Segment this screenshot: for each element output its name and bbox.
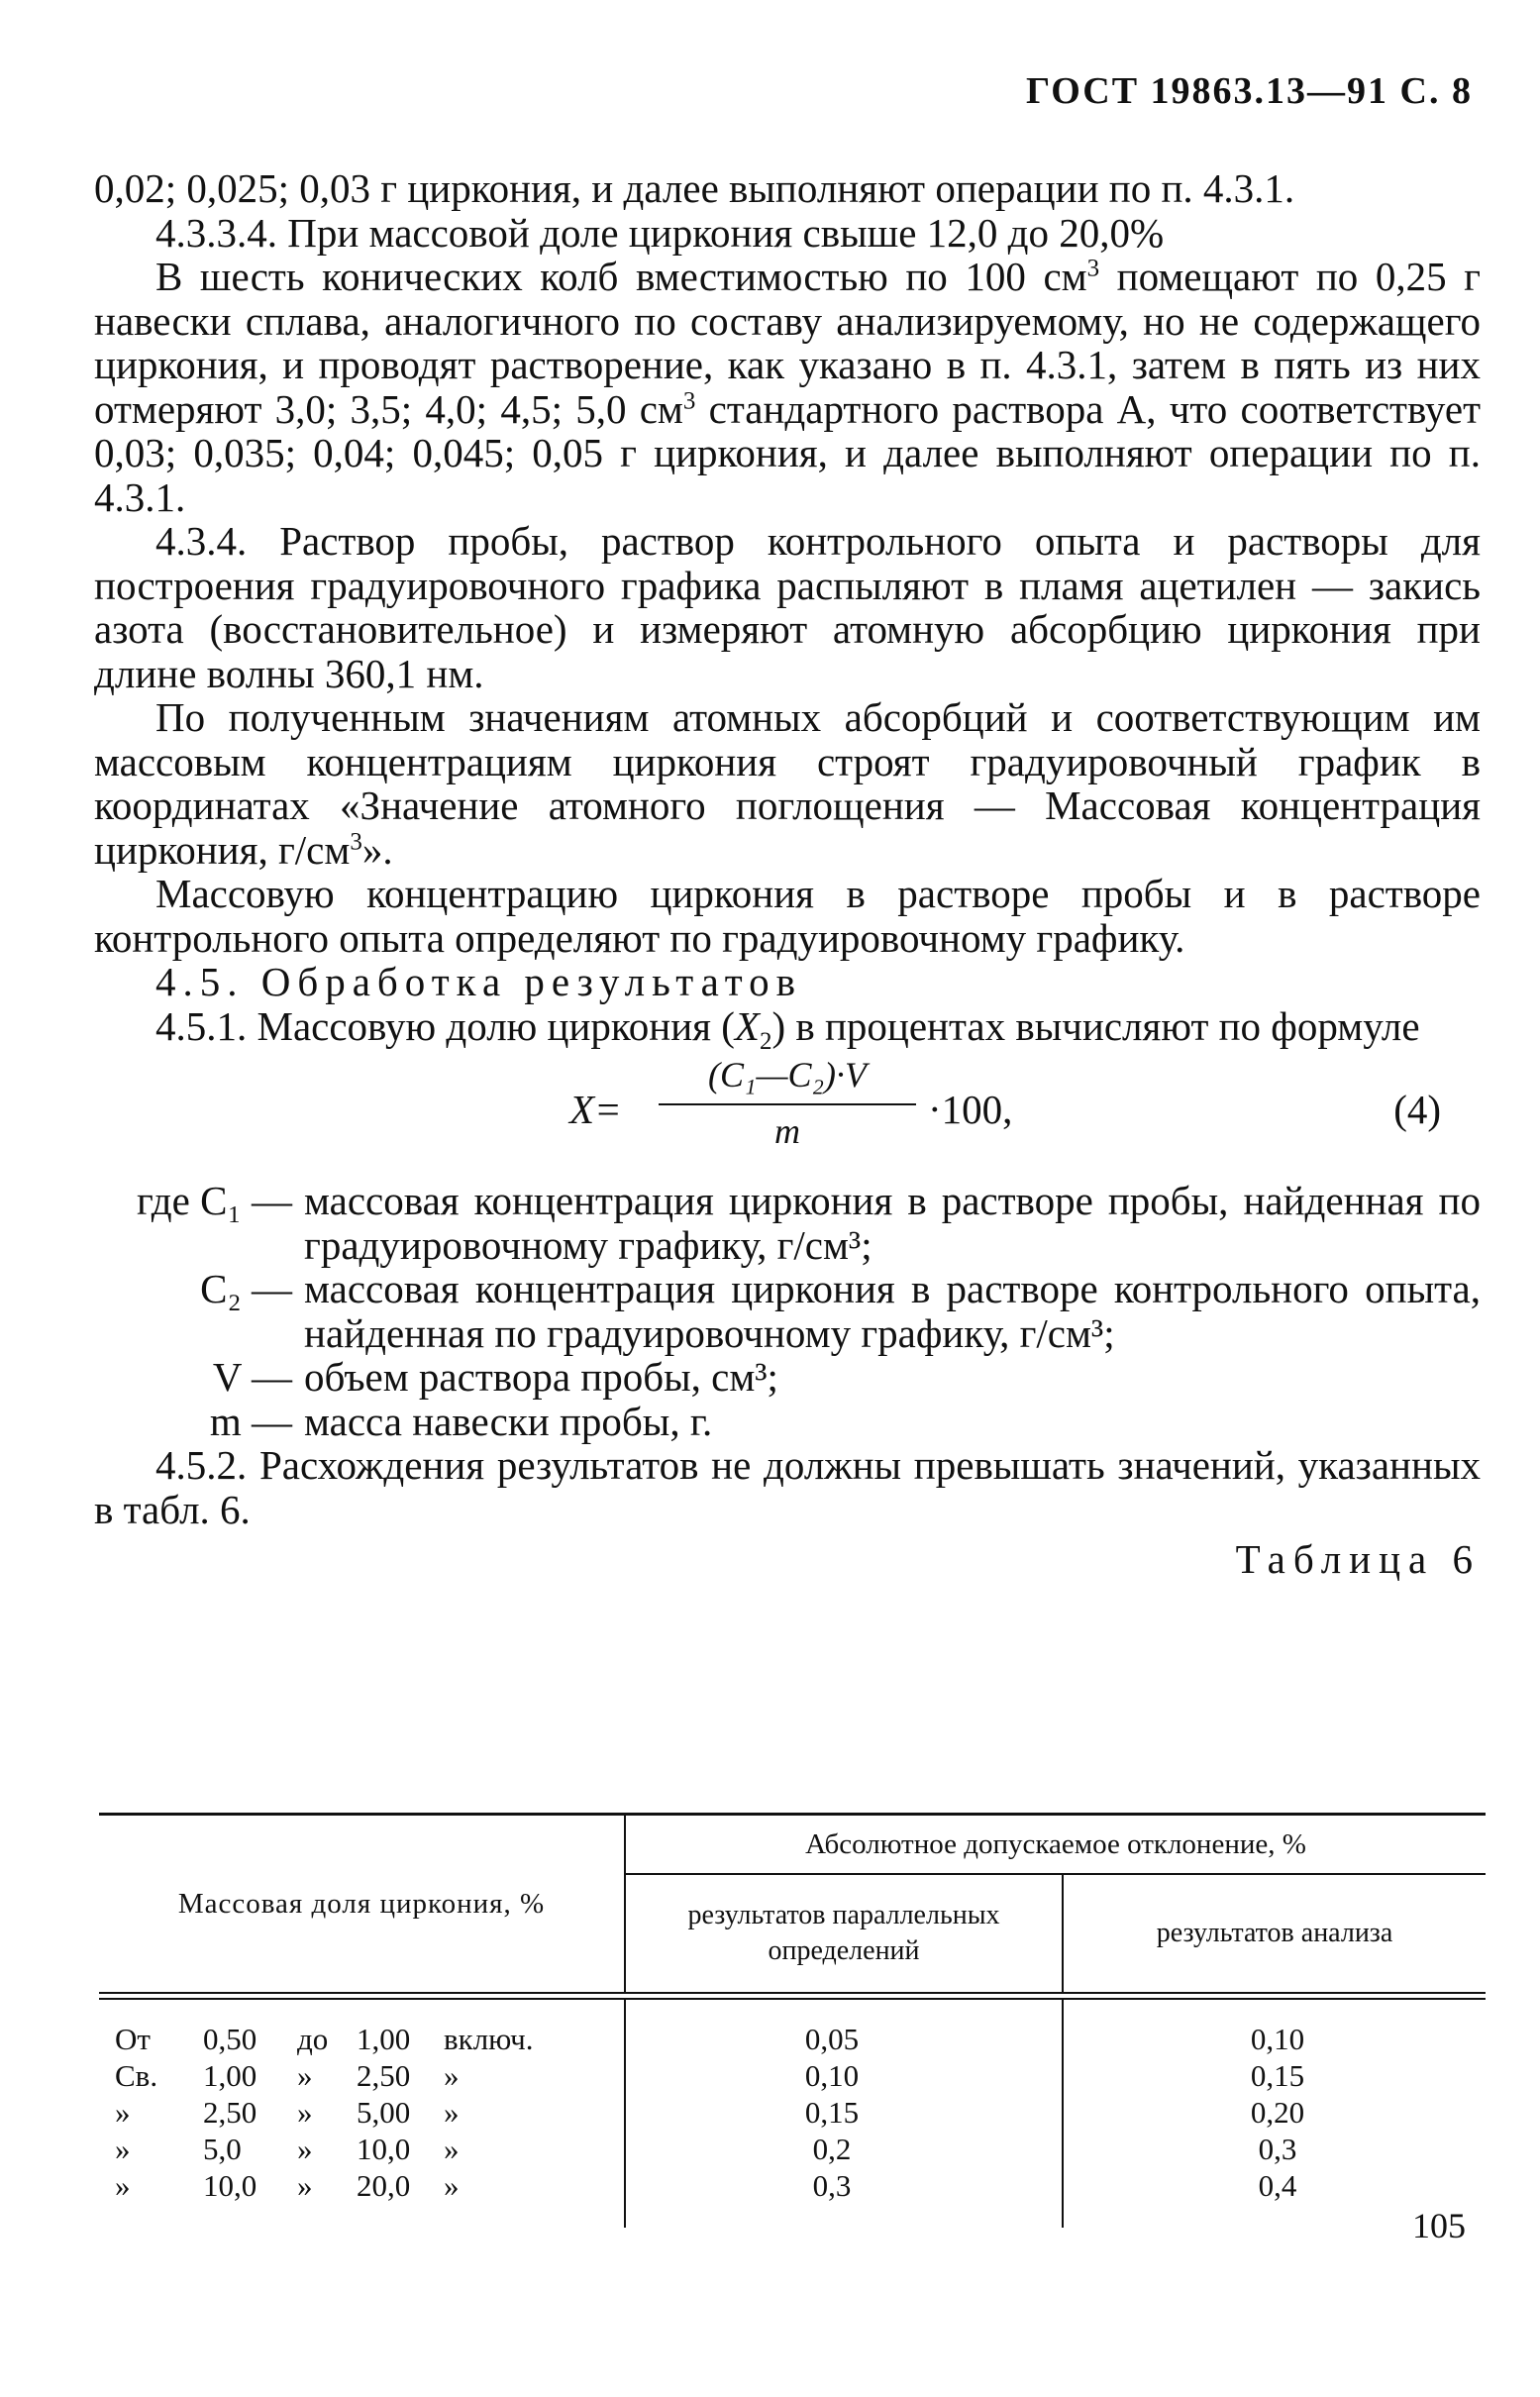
paragraph-text: В шесть конических колб вместимостью по 100 см [155, 254, 1087, 299]
paragraph-text: По полученным значениям атомных абсорбций и соответствующим им массовым концентрациям циркония строят градуировочный график в координатах «Значение атомного поглощения — Массовая концентрация циркония, г/см [94, 694, 1481, 873]
paragraph-4-5-2: 4.5.2. Расхождения результатов не должны превышать значений, указанных в табл. 6. [94, 1442, 1481, 1532]
range-suffix: включ. [444, 2022, 534, 2056]
definition-text: объем раствора пробы, см³; [304, 1354, 778, 1400]
range-prefix: Св. [115, 2058, 158, 2093]
range-joiner: » [297, 2168, 313, 2203]
formula-lhs: X= [569, 1087, 622, 1132]
range-from: 1,00 [203, 2058, 257, 2093]
range-prefix: » [115, 2132, 131, 2166]
range-prefix: » [115, 2168, 131, 2203]
tolerance-table [99, 1813, 1486, 2228]
paragraph-text: помещают по 0,25 г навески сплава, аналогичного по составу анализируемому, но не содержащего циркония, и проводят растворение, как указано в п. 4.3.1, затем в пять из них отмеряют 3,0; 3,5; 4,0; 4,5; 5,0 см [94, 254, 1482, 432]
range-suffix: » [444, 2058, 460, 2093]
paragraph-4-3-4: 4.3.4. Раствор пробы, раствор контрольного опыта и растворы для построения градуировочного графика распыляют в пламя ацетилен — закись азота (восстановительное) и измеряют атомную абсорбцию циркония при длине волны 360,1 нм. [94, 518, 1481, 696]
paragraph-six-flasks [94, 255, 1481, 519]
cell-analysis: 0,4 [1258, 2168, 1297, 2203]
paragraph-calibration-graph [94, 695, 1481, 872]
body-text [94, 166, 1481, 1582]
table-header-double-rule [99, 1992, 1486, 2000]
formula-denominator: m [774, 1111, 800, 1151]
range-to: 1,00 [357, 2022, 411, 2056]
definition-symbol: где C₁ — [137, 1178, 292, 1223]
subscript: 2 [759, 1027, 772, 1055]
range-joiner: » [297, 2095, 313, 2130]
range-to: 10,0 [357, 2132, 411, 2166]
paragraph-mass-concentration: Массовую концентрацию циркония в растворе пробы и в растворе контрольного опыта определяют по градуировочному графику. [94, 871, 1481, 961]
page-header: ГОСТ 19863.13—91 С. 8 [1026, 70, 1473, 112]
paragraph-continuation: 0,02; 0,025; 0,03 г циркония, и далее выполняют операции по п. 4.3.1. [94, 165, 1295, 211]
section-heading-text: 4.5. Обработка результатов [155, 959, 803, 1004]
paragraph-4-5-1 [94, 1002, 1481, 1055]
column-header-parallel: результатов параллельных определений [687, 1900, 1000, 1966]
paragraph-text: ». [361, 826, 393, 873]
cell-analysis: 0,15 [1250, 2058, 1305, 2093]
definition-row [94, 1355, 1481, 1400]
cell-parallel: 0,15 [804, 2095, 860, 2130]
range-to: 5,00 [357, 2095, 411, 2130]
cell-analysis: 0,3 [1258, 2132, 1297, 2166]
table-rows [99, 2022, 1486, 2205]
range-from: 0,50 [203, 2022, 257, 2056]
fraction-bar [659, 1103, 916, 1105]
range-to: 20,0 [357, 2168, 411, 2203]
definition-symbol: C₂ — [200, 1266, 292, 1311]
table-body [99, 2000, 1486, 2228]
variable-x: X [734, 1002, 760, 1049]
cell-parallel: 0,3 [812, 2168, 852, 2203]
definition-row [94, 1179, 1481, 1267]
range-joiner: » [297, 2132, 313, 2166]
definition-symbol: m — [209, 1398, 292, 1444]
superscript: 3 [1086, 255, 1100, 282]
page-number: 105 [1412, 2206, 1466, 2245]
definition-row [94, 1400, 1481, 1444]
cell-analysis: 0,10 [1250, 2022, 1305, 2056]
equation-number: (4) [1393, 1087, 1441, 1132]
range-from: 10,0 [203, 2168, 257, 2203]
range-joiner: до [297, 2022, 329, 2056]
cell-analysis: 0,20 [1250, 2095, 1305, 2130]
range-from: 2,50 [203, 2095, 257, 2130]
paragraph-text: 4.5.1. Массовую долю циркония ( [155, 1002, 735, 1049]
definition-text: масса навески пробы, г. [304, 1398, 713, 1444]
cell-parallel: 0,2 [812, 2132, 852, 2166]
table-row [99, 2168, 1486, 2205]
superscript: 3 [682, 386, 696, 414]
range-to: 2,50 [357, 2058, 411, 2093]
range-prefix: » [115, 2095, 131, 2130]
superscript: 3 [350, 827, 362, 855]
column-header-analysis: результатов анализа [1156, 1918, 1393, 1948]
paragraph-4-3-3-4: 4.3.3.4. При массовой доле циркония свыше 12,0 до 20,0% [155, 209, 1165, 256]
cell-parallel: 0,10 [804, 2058, 860, 2093]
definition-text: массовая концентрация циркония в растворе пробы, найденная по градуировочному графику, г/см³; [304, 1178, 1481, 1268]
definition-symbol: V — [212, 1354, 292, 1400]
table-row [99, 2058, 1486, 2095]
range-prefix: От [115, 2022, 151, 2056]
formula-4 [94, 1052, 1481, 1169]
formula-multiplier: ·100, [928, 1087, 1013, 1132]
column-header-mass-fraction: Массовая доля циркония, % [177, 1888, 546, 1920]
table-caption: Таблица 6 [1235, 1536, 1481, 1582]
variable-definitions [94, 1179, 1481, 1443]
cell-parallel: 0,05 [804, 2022, 860, 2056]
formula-numerator: (C₁—C₂)·V [707, 1055, 868, 1094]
paragraph-text: ) в процентах вычисляют по формуле [771, 1002, 1420, 1049]
group-header-deviation: Абсолютное допускаемое отклонение, % [805, 1828, 1306, 1860]
table-header [99, 1816, 1486, 1992]
table-row [99, 2022, 1486, 2058]
range-suffix: » [444, 2168, 460, 2203]
formula-fraction [659, 1052, 916, 1153]
section-heading-4-5 [94, 960, 1481, 1004]
definition-text: массовая концентрация циркония в растворе контрольного опыта, найденная по градуировочному графику, г/см³; [304, 1266, 1481, 1356]
definition-row [94, 1267, 1481, 1355]
range-suffix: » [444, 2132, 460, 2166]
range-joiner: » [297, 2058, 313, 2093]
range-from: 5,0 [203, 2132, 242, 2166]
paragraph-text: стандартного раствора А, что соответствует 0,03; 0,035; 0,04; 0,045; 0,05 г циркония, и далее выполняют операции по п. 4.3.1. [94, 385, 1481, 520]
table-row [99, 2095, 1486, 2132]
range-suffix: » [444, 2095, 460, 2130]
table-row [99, 2132, 1486, 2168]
